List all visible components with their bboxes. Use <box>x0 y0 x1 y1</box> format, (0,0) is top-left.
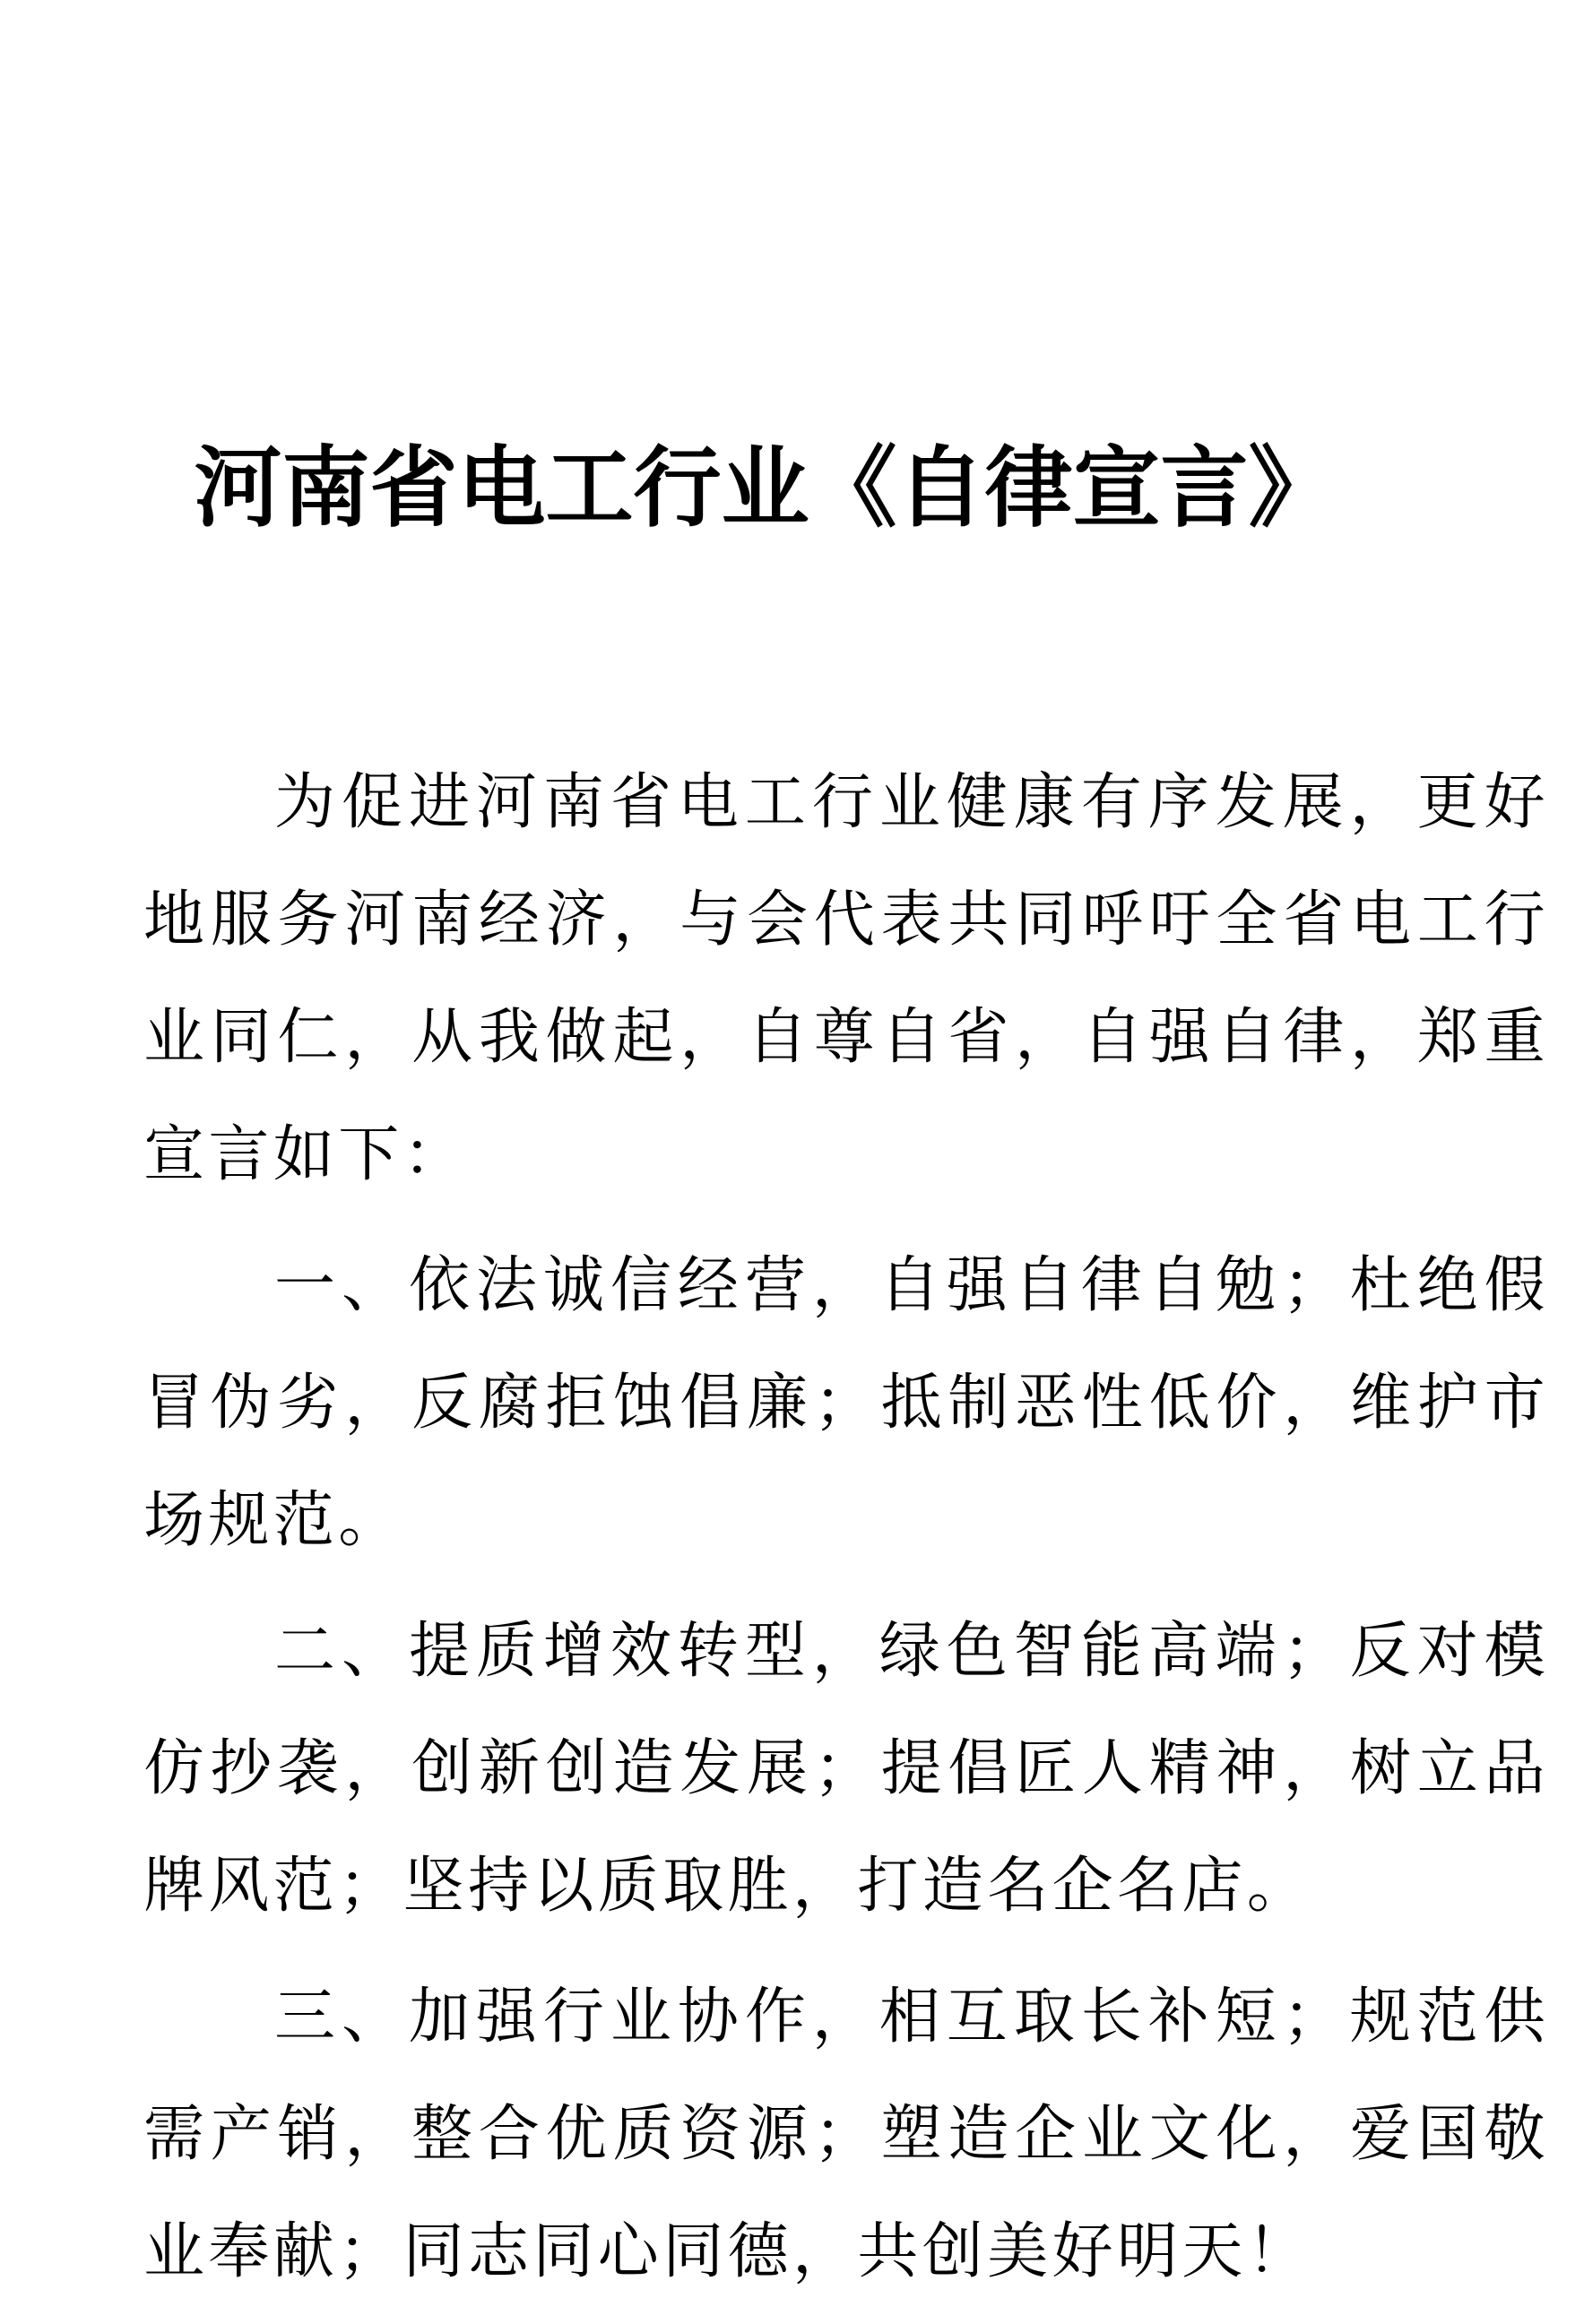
document-title: 河南省电工行业《自律宣言》 <box>194 437 1337 540</box>
clause-three-paragraph: 三、加强行业协作，相互取长补短；规范供需产销，整合优质资源；塑造企业文化，爱国敬业奉献；同志同心同德，共创美好明天！ <box>143 1982 1549 2287</box>
clause-one-paragraph: 一、依法诚信经营，自强自律自勉；杜绝假冒伪劣，反腐拒蚀倡廉；抵制恶性低价，维护市场规范。 <box>143 1250 1549 1556</box>
document-body <box>143 744 1549 2324</box>
intro-paragraph: 为促进河南省电工行业健康有序发展，更好地服务河南经济，与会代表共同呼吁全省电工行业同仁，从我做起，自尊自省，自强自律，郑重宣言如下： <box>143 767 1549 1190</box>
clause-two-paragraph: 二、提质增效转型，绿色智能高端；反对模仿抄袭，创新创造发展；提倡匠人精神，树立品牌风范；坚持以质取胜，打造名企名店。 <box>143 1616 1549 1922</box>
